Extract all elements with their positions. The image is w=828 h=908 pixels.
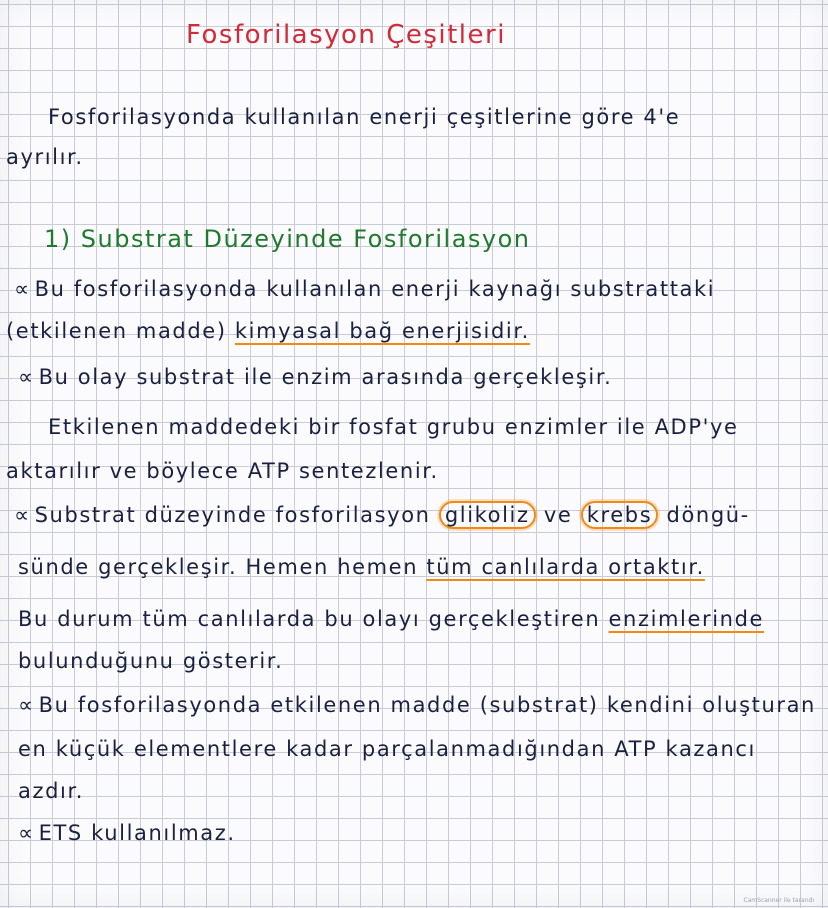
bullet-paragraph-2-line-1	[18, 362, 612, 392]
bullet-icon: ∝	[18, 821, 35, 845]
page-title: Fosforilasyon Çeşitleri	[186, 20, 506, 50]
bullet-icon: ∝	[14, 277, 31, 301]
text: döngü-	[658, 503, 750, 527]
text: Substrat düzeyinde fosforilasyon	[34, 503, 439, 527]
bullet-paragraph-1-line-1	[14, 274, 715, 304]
text: Bu fosforilasyonda kullanılan enerji kaynağı substrattaki	[34, 277, 716, 301]
bullet-paragraph-4-line-1	[18, 690, 816, 720]
bullet-paragraph-2-line-2: Etkilenen maddedeki bir fosfat grubu enzimler ile ADP'ye	[48, 415, 739, 439]
highlighted-term: glikoliz	[439, 501, 536, 529]
bullet-paragraph-4-line-2: en küçük elementlere kadar parçalanmadığından ATP kazancı	[18, 737, 756, 761]
intro-line-1: Fosforilasyonda kullanılan enerji çeşitlerine göre 4'e	[48, 105, 681, 129]
highlighted-text: kimyasal bağ enerjisidir.	[234, 319, 530, 343]
bullet-paragraph-4-line-3: azdır.	[18, 779, 85, 803]
bullet-paragraph-3-line-4: bulunduğunu gösterir.	[18, 649, 284, 673]
scanner-watermark: CamScanner ile tarandı	[743, 897, 814, 904]
highlighted-text: enzimlerinde	[608, 607, 765, 631]
bullet-paragraph-3-line-2	[18, 552, 705, 582]
bullet-paragraph-2-line-3: aktarılır ve böylece ATP sentezlenir.	[6, 459, 439, 483]
intro-line-2: ayrılır.	[6, 145, 84, 169]
text: sünde gerçekleşir. Hemen hemen	[18, 555, 427, 579]
bullet-icon: ∝	[14, 503, 31, 527]
text: Bu fosforilasyonda etkilenen madde (substrat) kendini oluşturan	[38, 693, 816, 717]
bullet-paragraph-3-line-1	[14, 500, 750, 530]
bullet-paragraph-3-line-3	[18, 604, 764, 634]
text: Bu olay substrat ile enzim arasında gerçekleşir.	[38, 365, 613, 389]
text: ve	[535, 503, 581, 527]
bullet-paragraph-5-line-1	[18, 818, 236, 848]
text: ETS kullanılmaz.	[38, 821, 236, 845]
bullet-paragraph-1-line-2	[6, 316, 530, 346]
section-heading: 1) Substrat Düzeyinde Fosforilasyon	[44, 225, 531, 253]
bullet-icon: ∝	[18, 693, 35, 717]
highlighted-text: tüm canlılarda ortaktır.	[426, 555, 705, 579]
text: (etkilenen madde)	[6, 319, 235, 343]
highlighted-term: krebs	[581, 501, 659, 529]
bullet-icon: ∝	[18, 365, 35, 389]
text: Bu durum tüm canlılarda bu olayı gerçekleştiren	[18, 607, 609, 631]
